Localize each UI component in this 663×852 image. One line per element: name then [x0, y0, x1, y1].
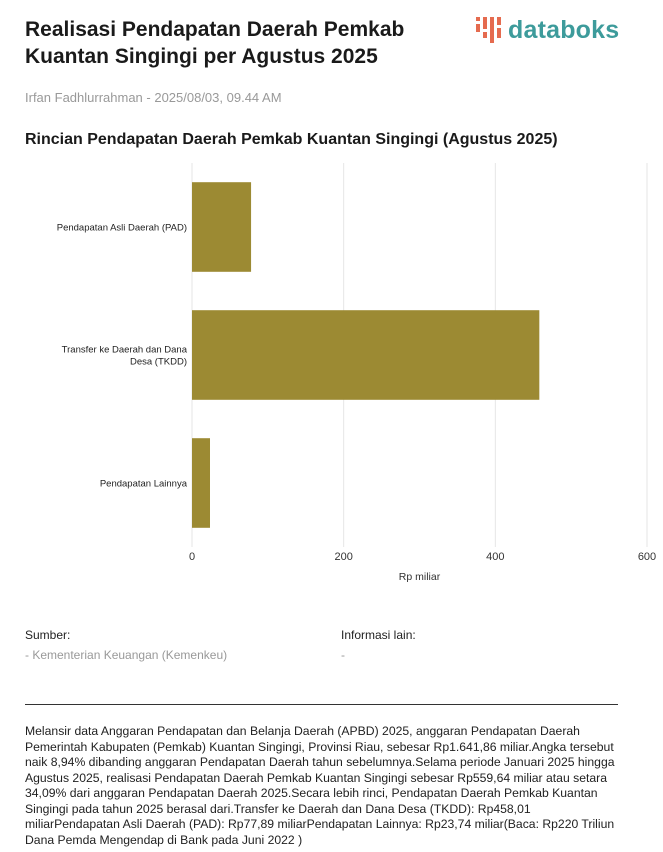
chart-title: Rincian Pendapatan Daerah Pemkab Kuantan Singingi (Agustus 2025) — [25, 131, 558, 148]
x-tick-label: 0 — [188, 551, 196, 563]
source-value: - Kementerian Keuangan (Kemenkeu) — [25, 648, 228, 662]
bar-chart — [0, 160, 663, 600]
page-title: Realisasi Pendapatan Daerah Pemkab Kuantan Singingi per Agustus 2025 — [25, 18, 405, 68]
x-axis-label: Rp miliar — [398, 571, 441, 583]
y-category-label: Pendapatan Asli Daerah (PAD) — [56, 222, 187, 234]
info-value: - — [341, 648, 345, 662]
divider — [25, 704, 618, 705]
y-category-label: Desa (TKDD) — [129, 356, 187, 368]
y-category-label: Pendapatan Lainnya — [99, 478, 187, 490]
databoks-logo-icon — [474, 15, 504, 45]
x-tick-label: 400 — [486, 551, 505, 563]
description-text: Melansir data Anggaran Pendapatan dan Belanja Daerah (APBD) 2025, anggaran Pendapatan Daerah Pemerintah Kabupaten (Pemkab) Kuantan Singingi, Provinsi Riau, sebesar Rp1.641,86 miliar.Angka tersebut naik 8,94% dibanding anggaran Pendapatan Daerah tahun sebelumnya.Selama periode Januari 2025 hingga Agustus 2025, realisasi Pendapatan Daerah Pemkab Kuantan Singingi sebesar Rp559,64 miliar atau setara 34,09% dari anggaran Pendapatan Daerah 2025.Secara lebih rinci, Pendapatan Daerah Pemkab Kuantan Singingi pada tahun 2025 berasal dari.Transfer ke Daerah dan Dana Desa (TKDD): Rp458,01 miliarPendapatan Asli Daerah (PAD): Rp77,89 miliarPendapatan Lainnya: Rp23,74 miliar(Baca: Rp220 Triliun Dana Pemda Mengendap di Bank pada Juni 2022 ) — [25, 724, 615, 847]
source-label: Sumber: — [25, 628, 71, 642]
databoks-logo-text: databoks — [508, 15, 620, 44]
x-tick-label: 200 — [334, 551, 353, 563]
info-label: Informasi lain: — [341, 628, 416, 642]
bar — [192, 182, 251, 272]
databoks-logo[interactable] — [474, 14, 619, 46]
bar — [192, 310, 539, 400]
x-tick-label: 600 — [637, 551, 657, 563]
y-category-label: Transfer ke Daerah dan Dana — [61, 344, 187, 356]
byline: Irfan Fadhlurrahman - 2025/08/03, 09.44 AM — [25, 90, 282, 105]
bar — [192, 438, 210, 528]
